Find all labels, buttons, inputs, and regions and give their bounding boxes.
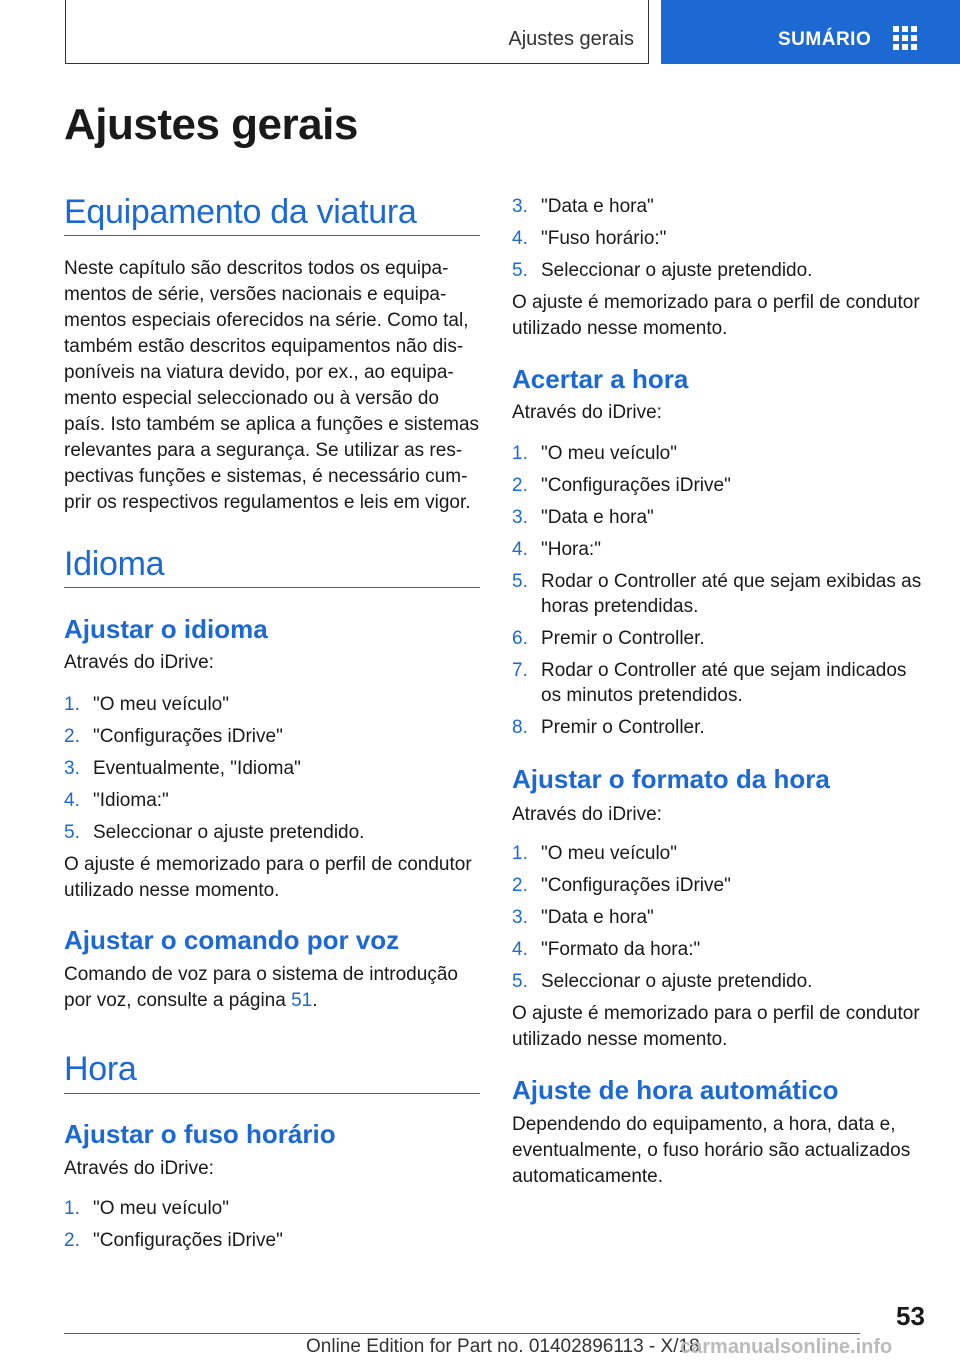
auto-time-paragraph (512, 1112, 932, 1190)
step-number: 3. (64, 758, 80, 779)
subheading-time-format: Ajustar o formato da hora (512, 764, 830, 794)
equipment-paragraph (64, 256, 484, 516)
step-text: "Hora:" (541, 539, 601, 560)
step-text: "O meu veículo" (541, 443, 677, 464)
page-number: 53 (896, 1301, 925, 1331)
section-rule (64, 587, 480, 588)
intro-text: Através do iDrive: (512, 804, 662, 825)
text-line: Neste capítulo são descritos todos os equipa- (64, 258, 449, 279)
step-number: 5. (512, 260, 528, 281)
step-number: 8. (512, 717, 528, 738)
text-line: automaticamente. (512, 1166, 664, 1187)
step-number: 4. (64, 790, 80, 811)
step-number: 3. (512, 907, 528, 928)
text-line: pectivas funções e sistemas, é necessário cum- (64, 466, 468, 487)
step-text: "Fuso horário:" (541, 228, 667, 249)
footer-rule (64, 1333, 860, 1334)
step-number: 4. (512, 539, 528, 560)
watermark: carmanualsonline.info (680, 1336, 893, 1358)
step-text: Seleccionar o ajuste pretendido. (541, 260, 813, 281)
page-link[interactable]: 51 (291, 990, 313, 1011)
section-heading-language: Idioma (64, 545, 165, 583)
text-fragment: por voz, consulte a página (64, 990, 292, 1011)
step-number: 1. (64, 1198, 80, 1219)
section-heading-time: Hora (64, 1050, 137, 1088)
step-text: os minutos pretendidos. (541, 685, 743, 706)
text-line: Dependendo do equipamento, a hora, data e, (512, 1114, 896, 1135)
step-text: "Configurações iDrive" (93, 726, 283, 747)
subheading-voice: Ajustar o comando por voz (64, 925, 400, 955)
text-line: poníveis na viatura devido, por ex., ao equipa- (64, 362, 454, 383)
step-number: 4. (512, 228, 528, 249)
step-text: "Configurações iDrive" (541, 475, 731, 496)
header-bar (65, 0, 649, 64)
step-text: "O meu veículo" (93, 1198, 229, 1219)
page-title: Ajustes gerais (64, 100, 358, 149)
text-line: prir os respectivos regulamentos e leis em vigor. (64, 492, 471, 513)
intro-text: Através do iDrive: (64, 652, 214, 673)
step-number: 7. (512, 660, 528, 681)
text-line: O ajuste é memorizado para o perfil de condutor (512, 1003, 920, 1024)
subheading-timezone: Ajustar o fuso horário (64, 1119, 336, 1149)
step-text: "Data e hora" (541, 196, 654, 217)
step-number: 5. (64, 822, 80, 843)
text-line: eventualmente, o fuso horário são actualizados (512, 1140, 911, 1161)
step-number: 2. (512, 475, 528, 496)
step-number: 1. (512, 843, 528, 864)
subheading-set-time: Acertar a hora (512, 364, 689, 394)
step-text: "O meu veículo" (541, 843, 677, 864)
step-text: "Configurações iDrive" (93, 1230, 283, 1251)
section-rule (64, 235, 480, 236)
step-text: Rodar o Controller até que sejam exibidas as (541, 571, 922, 592)
step-number: 4. (512, 939, 528, 960)
text-line: mento especial seleccionado ou à versão do (64, 388, 439, 409)
step-number: 2. (64, 726, 80, 747)
text-line: relevantes para a segurança. Se utilizar as res- (64, 440, 463, 461)
text-fragment: . (312, 990, 318, 1011)
step-number: 3. (512, 196, 528, 217)
note-text (512, 290, 932, 342)
section-rule (64, 1093, 480, 1094)
step-number: 2. (64, 1230, 80, 1251)
text-line: país. Isto também se aplica a funções e sistemas (64, 414, 480, 435)
text-line: também estão descritos equipamentos não dis- (64, 336, 464, 357)
step-text: horas pretendidas. (541, 596, 699, 617)
text-line: Comando de voz para o sistema de introdução (64, 964, 458, 985)
text-line: utilizado nesse momento. (512, 318, 728, 339)
text-line: O ajuste é memorizado para o perfil de condutor (512, 292, 920, 313)
subheading-auto-time: Ajuste de hora automático (512, 1075, 839, 1105)
header-title: Ajustes gerais (508, 28, 634, 50)
step-text: "Data e hora" (541, 507, 654, 528)
step-number: 5. (512, 571, 528, 592)
step-text: Seleccionar o ajuste pretendido. (541, 971, 813, 992)
text-line: O ajuste é memorizado para o perfil de condutor (64, 854, 472, 875)
grid-menu-icon (893, 26, 917, 50)
text-line (64, 988, 484, 1014)
footer-edition-text: Online Edition for Part no. 01402896113 - X/18 (306, 1336, 700, 1357)
step-text: "Idioma:" (93, 790, 169, 811)
step-text: "O meu veículo" (93, 694, 229, 715)
step-text: Rodar o Controller até que sejam indicados (541, 660, 907, 681)
step-number: 2. (512, 875, 528, 896)
summary-button[interactable] (661, 0, 960, 64)
step-text: Eventualmente, "Idioma" (93, 758, 301, 779)
summary-label: SUMÁRIO (778, 29, 872, 50)
step-text: "Data e hora" (541, 907, 654, 928)
note-text (64, 852, 484, 904)
step-text: Premir o Controller. (541, 628, 705, 649)
subheading-set-language: Ajustar o idioma (64, 614, 268, 644)
intro-text: Através do iDrive: (64, 1158, 214, 1179)
section-heading-equipment: Equipamento da viatura (64, 193, 417, 231)
step-number: 3. (512, 507, 528, 528)
step-number: 6. (512, 628, 528, 649)
step-text: Seleccionar o ajuste pretendido. (93, 822, 365, 843)
note-text (512, 1001, 932, 1053)
voice-paragraph (64, 962, 484, 1014)
step-text: Premir o Controller. (541, 717, 705, 738)
step-text: "Formato da hora:" (541, 939, 701, 960)
step-number: 1. (64, 694, 80, 715)
text-line: utilizado nesse momento. (64, 880, 280, 901)
text-line: mentos de série, versões nacionais e equipa- (64, 284, 447, 305)
text-line: mentos especiais oferecidos na série. Como tal, (64, 310, 469, 331)
step-text: "Configurações iDrive" (541, 875, 731, 896)
intro-text: Através do iDrive: (512, 402, 662, 423)
text-line: utilizado nesse momento. (512, 1029, 728, 1050)
step-number: 5. (512, 971, 528, 992)
step-number: 1. (512, 443, 528, 464)
